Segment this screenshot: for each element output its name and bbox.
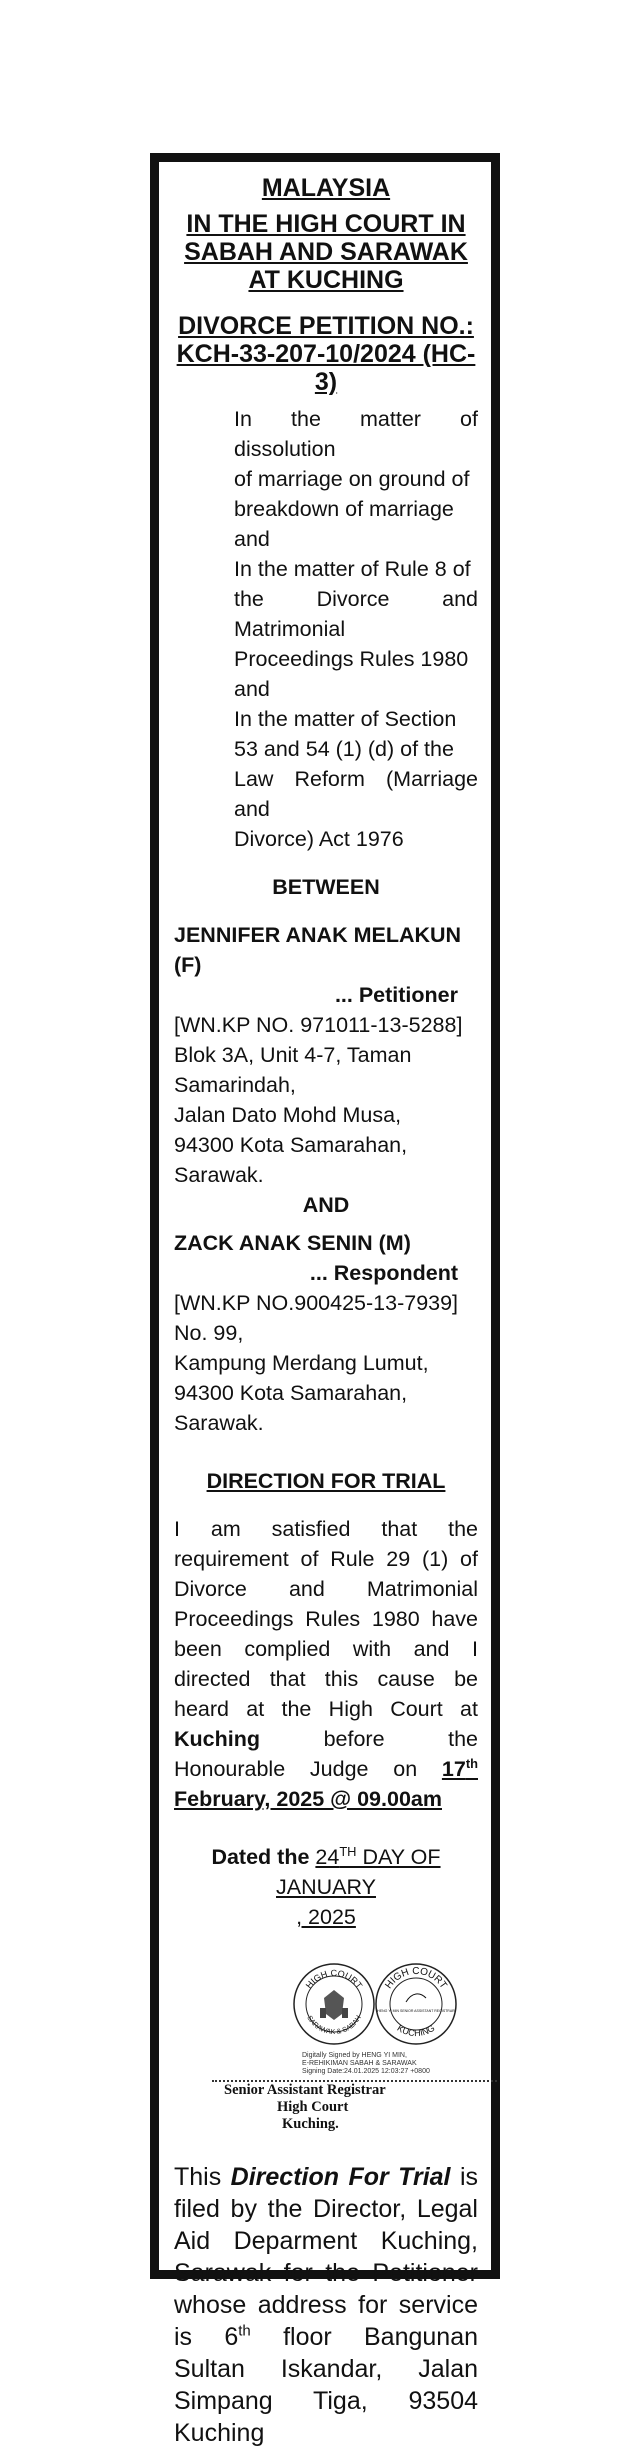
address-line: Kampung Merdang Lumut, xyxy=(174,1351,429,1375)
address-line: 94300 Kota Samarahan, Sarawak. xyxy=(174,1133,408,1187)
matter-line: In the matter of Section xyxy=(234,707,457,731)
direction-title: DIRECTION FOR TRIAL xyxy=(206,1469,446,1493)
direction-text-2: before the Honourable Judge on xyxy=(174,1727,478,1781)
registrar-location: Kuching. xyxy=(282,2116,339,2132)
respondent-address xyxy=(174,1288,478,1438)
matter-line: 53 and 54 (1) (d) of the xyxy=(234,737,454,761)
respondent-role: ... Respondent xyxy=(309,1261,458,1285)
petition-number: KCH-33-207-10/2024 (HC-3) xyxy=(176,340,476,396)
dated-day: 24 xyxy=(315,1845,340,1869)
address-line: [WN.KP NO. 971011-13-5288] xyxy=(174,1013,463,1037)
matter-line: the Divorce and Matrimonial xyxy=(234,587,478,641)
svg-text:KUCHING xyxy=(396,2023,437,2038)
matter-line: Law Reform (Marriage and xyxy=(234,767,478,821)
matter-line: and xyxy=(234,527,270,551)
address-line: 94300 Kota Samarahan, Sarawak. xyxy=(174,1381,408,1435)
court-line-1: IN THE HIGH COURT IN xyxy=(186,210,466,238)
matter-line: of marriage on ground of xyxy=(234,467,470,491)
address-line: Jalan Dato Mohd Musa, xyxy=(174,1103,402,1127)
registrar-seal-right-icon xyxy=(374,1962,458,2046)
dated-year-line xyxy=(174,1902,478,1932)
court-seal-left-icon xyxy=(292,1962,376,2046)
hearing-date: 17th February, 2025 @ 09.00am xyxy=(174,1755,478,1811)
petitioner-role: ... Petitioner xyxy=(334,983,458,1007)
hearing-place: Kuching xyxy=(174,1727,260,1751)
matter-line: Proceedings Rules 1980 xyxy=(234,647,469,671)
matter-line: and xyxy=(234,677,270,701)
seals-area xyxy=(174,1962,478,2080)
notice-content xyxy=(174,174,478,2449)
registrar-court: High Court xyxy=(277,2099,349,2115)
filing-note: This Direction For Trial is filed by the Director, Legal Aid Deparment Kuching, Sarawak for the Petitioner whose address for service is 6th floor Bangunan Sultan Iskandar, Jalan Simpang Tiga, 93504 Kuching xyxy=(174,2163,479,2447)
direction-text-1: I am satisfied that the requirement of Rule 29 (1) of Divorce and Matrimonial Proceedings Rules 1980 have been complied with and I directed that this cause be heard at the High Court at xyxy=(174,1517,478,1721)
dated-year: , 2025 xyxy=(296,1905,356,1929)
seal-left-bottom: SARAWAK & SABAH xyxy=(305,2014,363,2037)
matter-line: Divorce) Act 1976 xyxy=(234,827,404,851)
seal-right-middle: HENG YI MIN SENIOR ASSISTANT REGISTRAR xyxy=(377,2009,455,2013)
matter-line: breakdown of marriage xyxy=(234,497,454,521)
seal-right-top: HIGH COURT xyxy=(383,1965,449,1991)
notice-frame xyxy=(150,153,500,2447)
dated-line: Dated the 24TH DAY OF JANUARY xyxy=(211,1843,441,1899)
digital-signature-stamp: Digitally Signed by HENG YI MIN, E-REHIKIMAN SABAH & SARAWAK Signing Date:24.01.2025 12:03:27 +0800 xyxy=(302,2052,430,2075)
filing-doc-title: Direction For Trial xyxy=(230,2163,451,2191)
respondent-name: ZACK ANAK SENIN (M) xyxy=(174,1231,411,1255)
svg-text:HIGH COURT xyxy=(304,1968,365,1991)
address-line: [WN.KP NO.900425-13-7939] xyxy=(174,1291,459,1315)
address-line: Samarindah, xyxy=(174,1073,296,1097)
and-label: AND xyxy=(302,1193,350,1217)
petition-label: DIVORCE PETITION NO.: xyxy=(178,312,474,340)
dated-month: DAY OF JANUARY xyxy=(276,1845,441,1899)
court-line-2: SABAH AND SARAWAK xyxy=(184,238,468,266)
petitioner-address xyxy=(174,1010,478,1190)
address-line: Blok 3A, Unit 4-7, Taman xyxy=(174,1043,412,1067)
seal-left-top: HIGH COURT xyxy=(303,1967,365,1991)
petitioner-name: JENNIFER ANAK MELAKUN (F) xyxy=(174,923,462,977)
matter-line: In the matter of dissolution xyxy=(234,407,478,461)
between-label: BETWEEN xyxy=(272,875,380,899)
direction-body xyxy=(174,1514,478,1814)
country-heading: MALAYSIA xyxy=(261,174,391,202)
court-line-3: AT KUCHING xyxy=(248,266,404,294)
address-line: No. 99, xyxy=(174,1321,244,1345)
matters-block xyxy=(234,404,478,854)
matter-line: In the matter of Rule 8 of xyxy=(234,557,471,581)
seal-right-bottom: KUCHING xyxy=(395,2022,437,2039)
registrar-title: Senior Assistant Registrar xyxy=(224,2082,386,2098)
